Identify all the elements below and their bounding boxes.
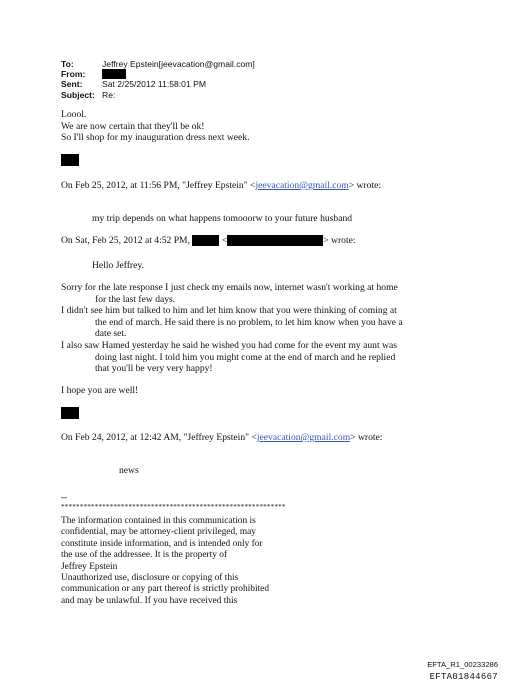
notice-line: Jeffrey Epstein	[61, 561, 118, 572]
signature-dashes: --	[61, 492, 67, 502]
message-line: that you'll be very very happy!	[95, 363, 213, 375]
message-line: Sorry for rhe late response I just check my emails now, internet wasn't working at home	[61, 282, 398, 293]
signature-stars: ************************************************************	[61, 503, 286, 511]
notice-line: the use of the addressee. It is the property of	[61, 550, 228, 561]
quote-header-1	[61, 180, 381, 192]
from-label: From:	[61, 69, 86, 80]
confidentiality-notice	[61, 516, 269, 607]
quoted-message-3: news	[119, 465, 139, 476]
subject-value: Re:	[102, 89, 116, 100]
body-line: So I'll shop for my inauguration dress next week.	[61, 132, 250, 144]
sent-row	[61, 79, 255, 89]
message-line: date set.	[95, 328, 127, 340]
message-line: I didn't see him but talked to him and let him know that you were thinking of coming at	[61, 305, 397, 317]
reply-body	[61, 109, 250, 144]
quote-prefix: On Sat, Feb 25, 2012 at 4:52 PM,	[61, 235, 190, 246]
redaction-box	[192, 235, 219, 246]
body-line: We are now certain that they'll be ok!	[61, 120, 205, 132]
quote-header-3	[61, 432, 382, 444]
bates-number-2: EFTA01844667	[429, 672, 498, 682]
to-label: To:	[61, 59, 74, 69]
greeting: Hello Jeffrey.	[92, 260, 144, 271]
quote-header-2	[61, 235, 356, 247]
quote-prefix: On Feb 24, 2012, at 12:42 AM, "Jeffrey Epstein" <	[61, 432, 257, 443]
redaction-box	[61, 407, 79, 419]
to-row	[61, 59, 255, 69]
redaction-box	[227, 235, 323, 246]
email-link[interactable]: jeevacation@gmail.com	[256, 432, 351, 443]
notice-line: communication or any part thereof is strictly prohibited	[61, 584, 270, 595]
notice-line: constitute inside information, and is intended only for	[61, 538, 263, 549]
bates-number-1: EFTA_R1_00233286	[427, 660, 498, 669]
notice-line: confidential, may be attorney-client privileged, may	[61, 527, 256, 538]
subject-row	[61, 90, 255, 100]
to-value: Jeffrey Epstein[jeevacation@gmail.com]	[102, 59, 255, 69]
quote-mid: <	[221, 235, 228, 246]
message-line: I also saw Hamed yesterday he said he wished you had come for the event my aunt was	[61, 339, 397, 351]
quoted-message-2	[61, 282, 403, 375]
from-row	[61, 69, 255, 79]
quote-suffix: > wrote:	[348, 180, 382, 191]
redaction-box	[61, 154, 79, 166]
notice-line: The information contained in this communication is	[61, 516, 256, 526]
message-line: the end of march. He said there is no problem, to let him know when you have a	[95, 316, 403, 328]
notice-line: Unauthorized use, disclosure or copying of this	[61, 573, 239, 584]
email-link[interactable]: jeevacation@gmail.com	[255, 180, 349, 191]
notice-line: and may be unlawful. If you have received this	[61, 595, 238, 606]
body-line: Loool.	[61, 109, 87, 120]
sent-label: Sent:	[61, 79, 83, 90]
quote-suffix: > wrote:	[350, 432, 383, 443]
redaction-box	[102, 69, 126, 79]
quote-suffix: > wrote:	[323, 235, 356, 246]
subject-label: Subject:	[61, 89, 95, 100]
quote-prefix: On Feb 25, 2012, at 11:56 PM, "Jeffrey Epstein" <	[61, 180, 256, 191]
sent-value: Sat 2/25/2012 11:58:01 PM	[102, 79, 206, 90]
quoted-message-1: my trip depends on what happens tomooorw to your future husband	[92, 213, 353, 224]
message-line: for the last few days.	[95, 293, 176, 305]
email-header	[61, 59, 255, 100]
closing: I hope you are well!	[61, 385, 139, 396]
message-line: doing last night. I told him you might come at the end of march and he replied	[95, 351, 396, 363]
